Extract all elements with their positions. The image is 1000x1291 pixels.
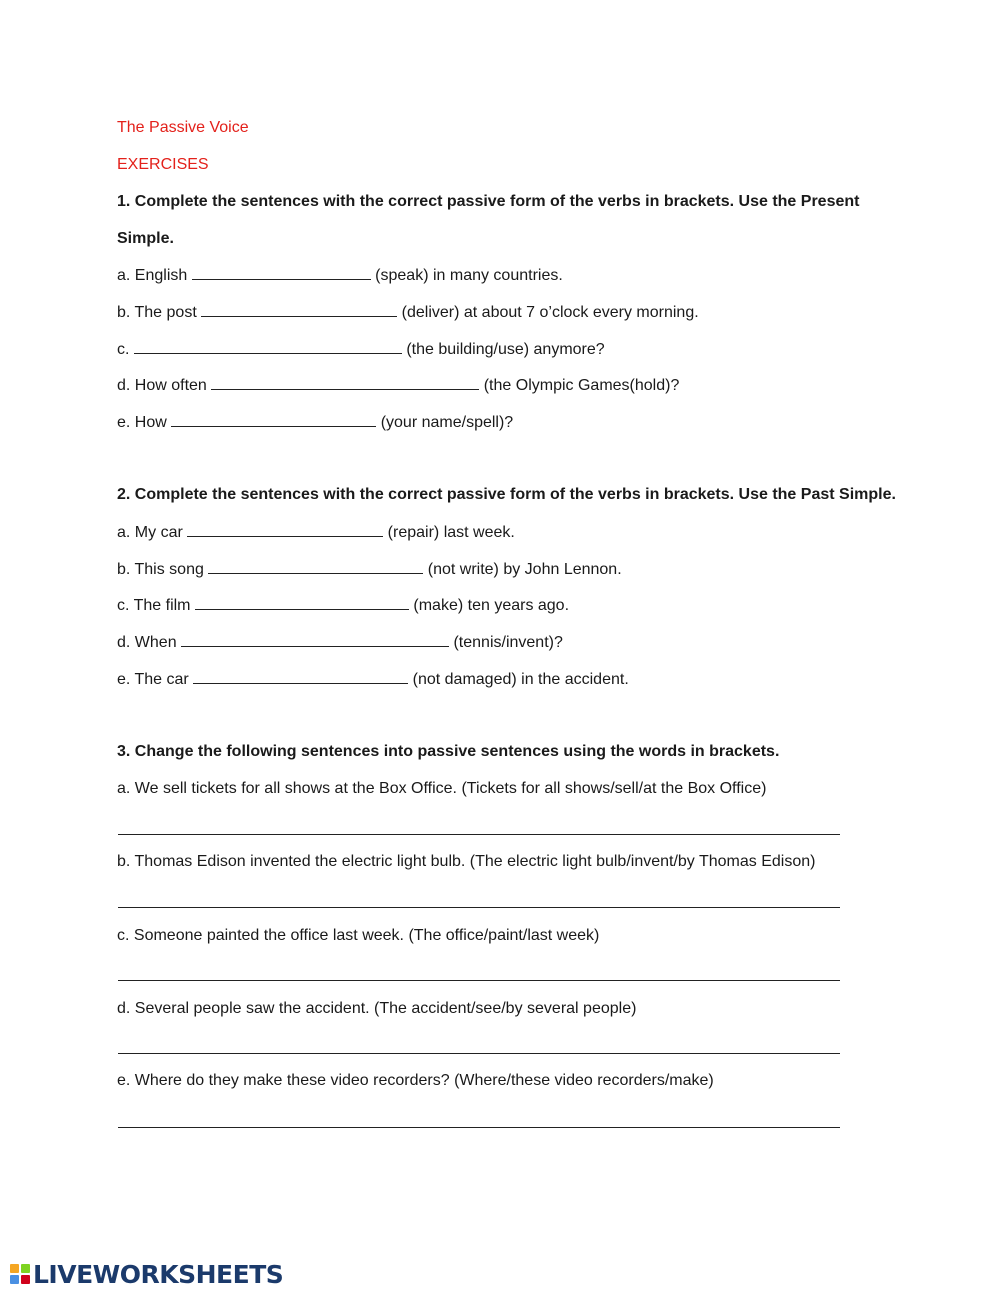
logo-square-2 [21,1264,30,1273]
liveworksheets-logo [10,1258,283,1290]
answer-line[interactable] [118,834,840,835]
answer-blank[interactable] [195,595,409,610]
exercise-3-item-d: d. Several people saw the accident. (The accident/see/by several people) [117,1000,637,1017]
exercise-1-instruction-cont: Simple. [117,230,174,247]
exercise-1-item-d: d. How often (the Olympic Games(hold)? [117,377,680,394]
logo-square-3 [10,1275,19,1284]
exercise-3-item-a: a. We sell tickets for all shows at the Box Office. (Tickets for all shows/sell/at the Box Office) [117,780,767,797]
answer-blank[interactable] [208,559,423,574]
exercise-1-item-a: a. English (speak) in many countries. [117,267,563,284]
logo-grid-icon [10,1264,30,1284]
answer-blank[interactable] [171,412,376,427]
exercise-2-item-d: d. When (tennis/invent)? [117,634,563,651]
exercise-3-item-c: c. Someone painted the office last week. (The office/paint/last week) [117,927,600,944]
exercise-2-instruction: 2. Complete the sentences with the correct passive form of the verbs in brackets. Use the Past Simple. [117,486,896,503]
exercise-3-item-b: b. Thomas Edison invented the electric light bulb. (The electric light bulb/invent/by Thomas Edison) [117,853,816,870]
answer-blank[interactable] [211,375,479,390]
exercise-2-item-c: c. The film (make) ten years ago. [117,597,570,614]
exercise-2-item-b: b. This song (not write) by John Lennon. [117,561,622,578]
answer-blank[interactable] [134,339,402,354]
exercise-1-item-b: b. The post (deliver) at about 7 o’clock every morning. [117,304,699,321]
answer-blank[interactable] [187,522,383,537]
answer-line[interactable] [118,1127,840,1128]
answer-blank[interactable] [193,669,408,684]
exercise-2-item-e: e. The car (not damaged) in the accident. [117,671,629,688]
logo-square-4 [21,1275,30,1284]
logo-text: LIVEWORKSHEETS [33,1259,284,1289]
exercises-heading: EXERCISES [117,156,209,173]
logo-square-1 [10,1264,19,1273]
answer-blank[interactable] [201,302,397,317]
exercise-1-item-e: e. How (your name/spell)? [117,414,514,431]
exercise-2-item-a: a. My car (repair) last week. [117,524,515,541]
exercise-1-item-c: c. (the building/use) anymore? [117,341,605,358]
exercise-3-instruction: 3. Change the following sentences into passive sentences using the words in brackets. [117,743,780,760]
answer-blank[interactable] [181,632,449,647]
answer-line[interactable] [118,1053,840,1054]
exercise-3-item-e: e. Where do they make these video recorders? (Where/these video recorders/make) [117,1072,714,1089]
exercise-1-instruction: 1. Complete the sentences with the correct passive form of the verbs in brackets. Use the Present [117,193,860,210]
worksheet-title: The Passive Voice [117,119,249,136]
answer-line[interactable] [118,907,840,908]
answer-line[interactable] [118,980,840,981]
answer-blank[interactable] [192,265,371,280]
